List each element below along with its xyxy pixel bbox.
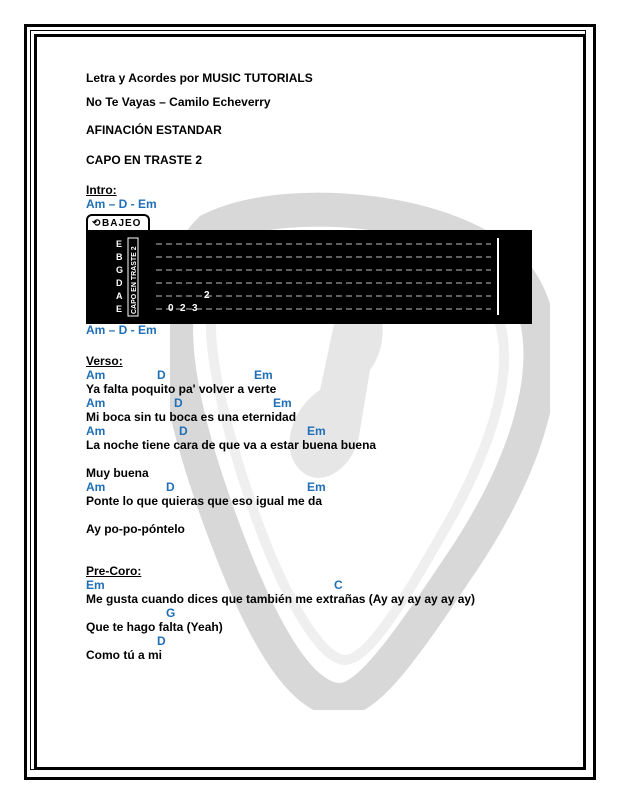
- lyric-line: Muy buena: [86, 466, 149, 480]
- precoro-heading: Pre-Coro:: [86, 564, 142, 578]
- tab-staff: [86, 230, 532, 324]
- chord: Em: [254, 368, 273, 382]
- song-title: No Te Vayas – Camilo Echeverry: [86, 95, 271, 109]
- tuning-line: AFINACIÓN ESTANDAR: [86, 123, 222, 137]
- credit-line: Letra y Acordes por MUSIC TUTORIALS: [86, 71, 313, 85]
- chord: Em: [307, 480, 326, 494]
- chord: D: [179, 424, 188, 438]
- lyric-line: La noche tiene cara de que va a estar buena buena: [86, 438, 377, 452]
- chord: Am: [86, 480, 106, 494]
- chord: C: [334, 578, 343, 592]
- chord: G: [166, 606, 176, 620]
- string-name: E: [116, 239, 123, 249]
- chord: Am: [86, 424, 106, 438]
- tab-note: 2: [180, 303, 186, 314]
- bass-tab: [86, 214, 532, 324]
- lyric-line: Como tú a mi: [86, 648, 163, 662]
- lyric-line: Ya falta poquito pa' volver a verte: [86, 382, 277, 396]
- capo-vertical-label: CAPO EN TRASTE 2: [131, 246, 138, 314]
- verse-heading: Verso:: [86, 354, 123, 368]
- string-name: D: [116, 278, 123, 288]
- tab-note: 3: [192, 303, 198, 314]
- chord: Em: [273, 396, 292, 410]
- lyric-line: Ponte lo que quieras que eso igual me da: [86, 494, 323, 508]
- tab-header: [86, 214, 150, 231]
- intro-heading: Intro:: [86, 183, 117, 197]
- intro-chords-before: Am – D - Em: [86, 197, 157, 211]
- tab-note: 0: [168, 303, 174, 314]
- loop-icon: ⟲: [92, 218, 102, 229]
- chord: D: [174, 396, 183, 410]
- chord: Am: [86, 396, 106, 410]
- tab-strings: [86, 230, 532, 324]
- lyric-line: Que te hago falta (Yeah): [86, 620, 223, 634]
- string-name: E: [116, 304, 123, 314]
- chord: Em: [307, 424, 326, 438]
- chord: Em: [86, 578, 105, 592]
- lyric-line: Ay po-po-póntelo: [86, 522, 185, 536]
- string-name: B: [116, 252, 123, 262]
- string-name: G: [116, 265, 124, 275]
- chord: Am: [86, 368, 106, 382]
- chord: D: [157, 368, 166, 382]
- lyric-line: Mi boca sin tu boca es una eternidad: [86, 410, 297, 424]
- lyric-line: Me gusta cuando dices que también me extrañas (Ay ay ay ay ay ay): [86, 592, 476, 606]
- tab-label: BAJEO: [102, 218, 142, 229]
- chord: D: [157, 634, 166, 648]
- capo-line: CAPO EN TRASTE 2: [86, 153, 203, 167]
- intro-chords-after: Am – D - Em: [86, 323, 157, 337]
- chord: D: [166, 480, 175, 494]
- string-name: A: [116, 291, 123, 301]
- tab-note: 2: [204, 290, 210, 301]
